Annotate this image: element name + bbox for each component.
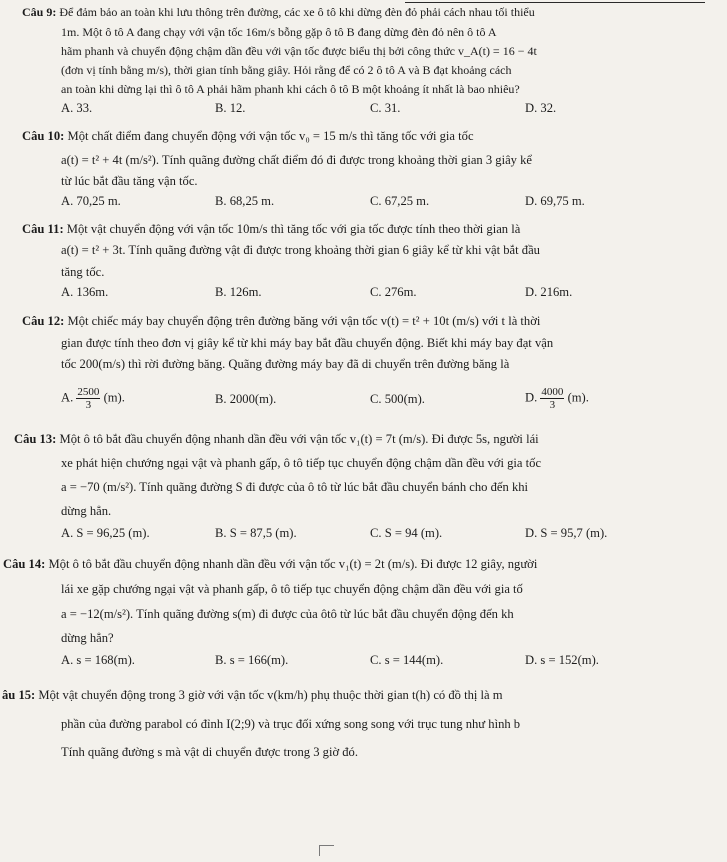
q13-option-c: C. S = 94 (m).: [370, 526, 443, 540]
q9-option-d: D. 32.: [525, 101, 557, 115]
q12-line-1: Câu 12: Một chiếc máy bay chuyển động trên đường băng với vận tốc v(t) = t² + 10t (m/s) với t là thời: [22, 314, 541, 328]
q14-option-c: C. s = 144(m).: [370, 653, 444, 667]
q10-line-3: từ lúc bắt đầu tăng vận tốc.: [61, 174, 198, 188]
q10-option-d: D. 69,75 m.: [525, 194, 585, 208]
q15-line-1: âu 15: Một vật chuyển động trong 3 giờ với vận tốc v(km/h) phụ thuộc thời gian t(h) có đồ thị là m: [2, 688, 503, 702]
question-number: Câu 13:: [14, 432, 57, 446]
q14-line-4: dừng hẳn?: [61, 631, 114, 645]
q12-option-a: [61, 386, 125, 411]
q10-option-a: A. 70,25 m.: [61, 194, 121, 208]
q12-option-a-label: A.: [61, 390, 74, 405]
fraction-denominator: 3: [549, 399, 556, 411]
q9-line-4: (đơn vị tính bằng m/s), thời gian tính bằng giây. Hỏi rằng để có 2 ô tô A và B đạt khoảng cách: [61, 63, 512, 77]
q13-option-b: B. S = 87,5 (m).: [215, 526, 297, 540]
q12-option-d-unit: (m).: [567, 390, 589, 405]
q11-line-1: Câu 11: Một vật chuyển động với vận tốc 10m/s thì tăng tốc với gia tốc được tính theo thời gian là: [22, 222, 521, 236]
figure-corner-mark: [319, 845, 334, 856]
q11-option-d: D. 216m.: [525, 285, 573, 299]
q13-option-d: D. S = 95,7 (m).: [525, 526, 608, 540]
header-rule: [405, 2, 705, 3]
q9-option-b: B. 12.: [215, 101, 246, 115]
q9-line-1: Câu 9: Để đảm bảo an toàn khi lưu thông trên đường, các xe ô tô khi dừng đèn đỏ phải cách nhau tối thiểu: [22, 5, 535, 19]
q13-line-2: xe phát hiện chướng ngại vật và phanh gấp, ô tô tiếp tục chuyển động chậm dần đều với gia tốc: [61, 456, 542, 470]
q13-line-3: a = −70 (m/s²). Tính quãng đường S đi được của ô tô từ lúc bắt đầu chuyển bánh cho đến khi: [61, 480, 529, 494]
fraction-numerator: 2500: [77, 386, 100, 398]
question-number: Câu 9:: [22, 5, 57, 19]
q13-line-4: dừng hẳn.: [61, 504, 112, 518]
q9-option-a: A. 33.: [61, 101, 93, 115]
q11-option-c: C. 276m.: [370, 285, 417, 299]
q9-option-c: C. 31.: [370, 101, 401, 115]
question-number: âu 15:: [2, 688, 36, 702]
q14-line-2: lái xe gặp chướng ngại vật và phanh gấp, ô tô tiếp tục chuyển động chậm dần đều với gia tố: [61, 582, 523, 596]
q15-line-2: phần của đường parabol có đỉnh I(2;9) và trục đối xứng song song với trục tung như hình b: [61, 717, 521, 731]
question-number: Câu 12:: [22, 314, 65, 328]
q10-option-b: B. 68,25 m.: [215, 194, 275, 208]
q10-line-1: Câu 10: Một chất điểm đang chuyển động với vận tốc v₀ = 15 m/s thì tăng tốc với gia tốc: [22, 129, 474, 143]
q12-option-d: [525, 386, 589, 411]
q12-line-3: tốc 200(m/s) thì rời đường băng. Quãng đường máy bay đã di chuyển trên đường băng là: [61, 357, 510, 371]
q14-option-a: A. s = 168(m).: [61, 653, 135, 667]
q9-line-5: an toàn khi dừng lại thì ô tô A phải hãm phanh khi cách ô tô B một khoảng ít nhất là bao nhiêu?: [61, 82, 520, 96]
q10-option-c: C. 67,25 m.: [370, 194, 430, 208]
q14-option-d: D. s = 152(m).: [525, 653, 599, 667]
q13-option-a: A. S = 96,25 (m).: [61, 526, 150, 540]
q11-option-b: B. 126m.: [215, 285, 262, 299]
q11-line-2: a(t) = t² + 3t. Tính quãng đường vật đi được trong khoảng thời gian 6 giây kể từ khi vật bắt đầu: [61, 243, 540, 257]
q10-line-2: a(t) = t² + 4t (m/s²). Tính quãng đường chất điểm đó đi được trong khoảng thời gian 3 giây kể: [61, 153, 533, 167]
question-number: Câu 14:: [3, 557, 46, 571]
q15-line-3: Tính quãng đường s mà vật di chuyển được trong 3 giờ đó.: [61, 745, 359, 759]
q11-option-a: A. 136m.: [61, 285, 109, 299]
fraction-numerator: 4000: [541, 386, 564, 398]
q14-line-1: Câu 14: Một ô tô bắt đầu chuyển động nhanh dần đều với vận tốc v₁(t) = 2t (m/s). Đi được 12 giây, người: [3, 557, 538, 571]
q9-line-3: hãm phanh và chuyển động chậm dần đều với vận tốc được biểu thị bởi công thức v_A(t) = 16 − 4t: [61, 44, 537, 58]
q12-option-d-label: D.: [525, 390, 538, 405]
q12-line-2: gian được tính theo đơn vị giây kể từ khi máy bay bắt đầu chuyển động. Biết khi máy bay đạt vận: [61, 336, 554, 350]
q12-option-a-fraction: [76, 386, 100, 411]
q11-line-3: tăng tốc.: [61, 265, 105, 279]
q12-option-b: B. 2000(m).: [215, 392, 277, 406]
q12-option-c: C. 500(m).: [370, 392, 425, 406]
question-number: Câu 11:: [22, 222, 64, 236]
q14-option-b: B. s = 166(m).: [215, 653, 289, 667]
q9-line-2: 1m. Một ô tô A đang chạy với vận tốc 16m/s bỗng gặp ô tô B đang dừng đèn đỏ nên ô tô A: [61, 25, 497, 39]
q12-option-a-unit: (m).: [103, 390, 125, 405]
question-number: Câu 10:: [22, 129, 65, 143]
fraction-denominator: 3: [85, 399, 92, 411]
q12-option-d-fraction: [540, 386, 564, 411]
q14-line-3: a = −12(m/s²). Tính quãng đường s(m) đi được của ôtô từ lúc bắt đầu chuyển động đến kh: [61, 607, 514, 621]
q13-line-1: Câu 13: Một ô tô bắt đầu chuyển động nhanh dần đều với vận tốc v₁(t) = 7t (m/s). Đi được 5s, người lái: [14, 432, 539, 446]
